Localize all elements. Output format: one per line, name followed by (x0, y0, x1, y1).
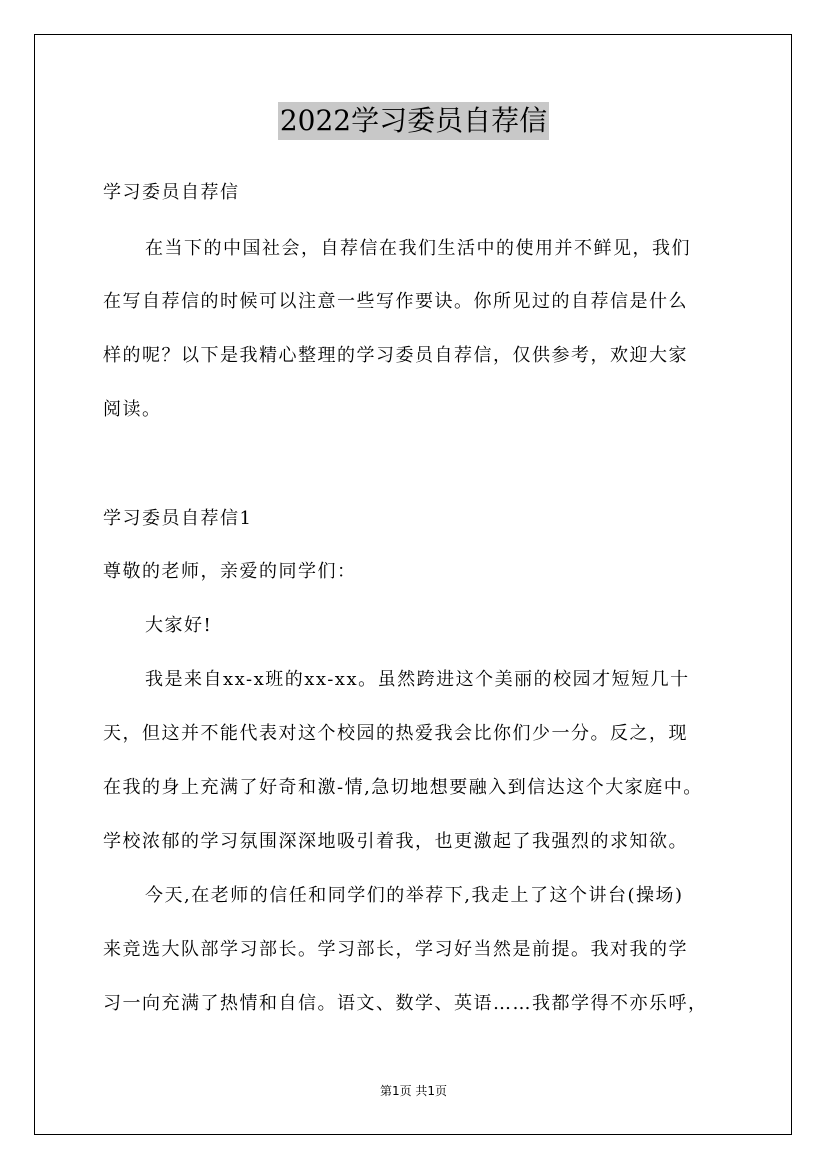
paragraph-line: 学校浓郁的学习氛围深深地吸引着我，也更激起了我强烈的求知欲。 (103, 831, 688, 852)
paragraph-line: 阅读。 (103, 399, 162, 420)
paragraph-line: 在我的身上充满了好奇和激-情,急切地想要融入到信达这个大家庭中。 (103, 777, 703, 798)
section-heading: 学习委员自荐信 (103, 182, 240, 203)
paragraph-line: 今天,在老师的信任和同学们的举荐下,我走上了这个讲台(操场) (145, 885, 684, 906)
paragraph-line: 在当下的中国社会，自荐信在我们生活中的使用并不鲜见，我们 (145, 238, 691, 259)
letter-heading: 学习委员自荐信1 (103, 508, 253, 529)
greeting: 大家好! (145, 615, 213, 636)
page-number: 第1页 共1页 (379, 1084, 448, 1098)
paragraph-line: 在写自荐信的时候可以注意一些写作要诀。你所见过的自荐信是什么 (103, 291, 688, 312)
document-title: 2022学习委员自荐信 (278, 102, 549, 140)
paragraph-line: 习一向充满了热情和自信。语文、数学、英语……我都学得不亦乐呼， (103, 993, 708, 1014)
paragraph-line: 来竞选大队部学习部长。学习部长，学习好当然是前提。我对我的学 (103, 939, 688, 960)
title-container (0, 102, 827, 140)
paragraph-line: 样的呢？以下是我精心整理的学习委员自荐信，仅供参考，欢迎大家 (103, 345, 688, 366)
paragraph-line: 天，但这并不能代表对这个校园的热爱我会比你们少一分。反之，现 (103, 723, 688, 744)
salutation: 尊敬的老师，亲爱的同学们： (103, 561, 357, 582)
paragraph-line: 我是来自xx-x班的xx-xx。虽然跨进这个美丽的校园才短短几十 (145, 669, 690, 690)
